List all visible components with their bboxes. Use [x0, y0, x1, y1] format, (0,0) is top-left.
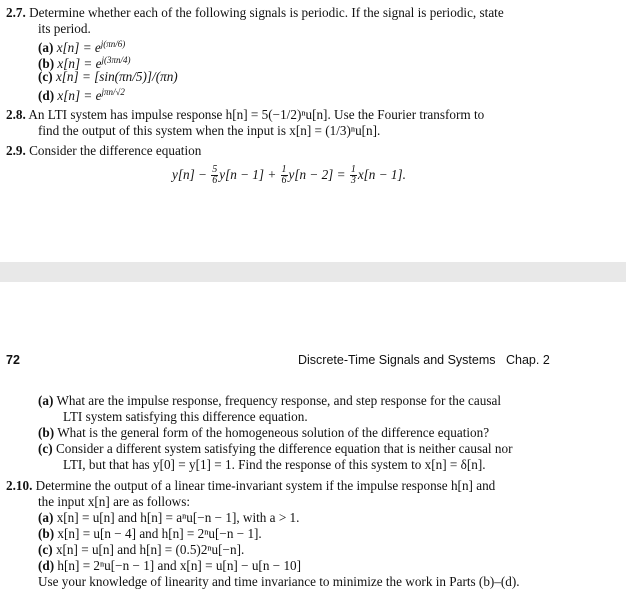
item-label: (d): [38, 558, 55, 573]
problem-2-7-intro-line-1: [6, 5, 504, 20]
item-text: x[n] = u[n − 4] and h[n] = 2ⁿu[−n − 1].: [57, 526, 262, 541]
eq-term-4: x[n − 1].: [357, 167, 406, 182]
problem-text: Consider the difference equation: [29, 143, 202, 158]
problem-number: 2.7.: [6, 5, 26, 20]
chapter-label: Chap. 2: [506, 353, 550, 367]
page-separator: [0, 262, 626, 282]
problem-2-7-item-d: [38, 85, 125, 103]
problem-text: Determine the output of a linear time-invariant system if the impulse response h[n] and: [35, 478, 496, 493]
item-label: (d): [38, 88, 55, 103]
item-label: (b): [38, 56, 55, 71]
page-number: 72: [6, 353, 20, 367]
item-expression: x[n] = e: [57, 56, 102, 71]
fraction-1-6: [281, 165, 288, 186]
eq-term-2: y[n − 1] +: [219, 167, 277, 182]
problem-2-10-intro-line-2: the input x[n] are as follows:: [38, 494, 190, 509]
problem-2-8-line-1: [6, 107, 484, 122]
numerator: 5: [212, 164, 218, 176]
problem-text: Determine whether each of the following signals is periodic. If the signal is periodic, state: [29, 5, 504, 20]
item-expression: x[n] = e: [56, 40, 101, 55]
item-label: (b): [38, 526, 55, 541]
item-label: (b): [38, 425, 55, 440]
problem-2-9-part-a-line-1: [38, 393, 501, 408]
problem-number: 2.8.: [6, 107, 26, 122]
problem-number: 2.10.: [6, 478, 33, 493]
running-title: Discrete-Time Signals and Systems: [298, 353, 496, 367]
problem-number: 2.9.: [6, 143, 26, 158]
problem-text: An LTI system has impulse response h[n] = 5(−1/2)ⁿu[n]. Use the Fourier transform to: [28, 107, 485, 122]
problem-2-9-part-b: [38, 425, 489, 440]
problem-2-9-part-c-line-1: [38, 441, 512, 456]
eq-term-3: y[n − 2] =: [288, 167, 346, 182]
problem-2-7-item-c: [38, 69, 178, 84]
numerator: 1: [281, 164, 287, 176]
item-expression: x[n] = e: [57, 88, 102, 103]
denominator: 3: [350, 175, 356, 187]
problem-2-10-item-a: [38, 510, 299, 525]
problem-2-10-item-c: [38, 542, 244, 557]
item-label: (a): [38, 510, 54, 525]
fraction-1-3: [350, 165, 357, 186]
item-text: What are the impulse response, frequency response, and step response for the causal: [56, 393, 502, 408]
problem-2-7-intro-line-2: its period.: [38, 21, 91, 36]
item-label: (a): [38, 40, 54, 55]
item-text: x[n] = u[n] and h[n] = (0.5)2ⁿu[−n].: [55, 542, 245, 557]
item-exponent: j(3πn/4): [101, 55, 131, 65]
item-label: (a): [38, 393, 54, 408]
item-exponent: j(πn/6): [100, 39, 126, 49]
problem-2-9-intro: [6, 143, 201, 158]
problem-2-10-closing: Use your knowledge of linearity and time invariance to minimize the work in Parts (b)–(d).: [38, 574, 520, 589]
item-text: h[n] = 2ⁿu[−n − 1] and x[n] = u[n] − u[n − 10]: [57, 558, 302, 573]
textbook-page-top: [0, 0, 626, 262]
item-expression: x[n] = [sin(πn/5)]/(πn): [55, 69, 178, 84]
problem-2-10-intro-line-1: [6, 478, 495, 493]
item-label: (c): [38, 441, 53, 456]
numerator: 1: [350, 164, 356, 176]
item-label: (c): [38, 542, 53, 557]
difference-equation: [172, 163, 406, 187]
denominator: 6: [281, 175, 287, 187]
problem-2-10-item-b: [38, 526, 262, 541]
item-exponent: jπn/√2: [101, 87, 125, 97]
item-text: Consider a different system satisfying the difference equation that is neither causal nor: [55, 441, 513, 456]
textbook-page-bottom: [0, 282, 626, 593]
item-label: (c): [38, 69, 53, 84]
item-text: What is the general form of the homogeneous solution of the difference equation?: [57, 425, 490, 440]
denominator: 6: [212, 175, 218, 187]
item-text: x[n] = u[n] and h[n] = aⁿu[−n − 1], with a > 1.: [56, 510, 300, 525]
problem-2-9-part-a-line-2: LTI system satisfying this difference equation.: [63, 409, 308, 424]
problem-2-10-item-d: [38, 558, 301, 573]
eq-term-1: y[n] −: [172, 167, 207, 182]
fraction-5-6: [211, 165, 218, 186]
problem-2-9-part-c-line-2: LTI, but that has y[0] = y[1] = 1. Find the response of this system to x[n] = δ[n].: [63, 457, 486, 472]
problem-2-8-line-2: find the output of this system when the input is x[n] = (1/3)ⁿu[n].: [38, 123, 381, 138]
